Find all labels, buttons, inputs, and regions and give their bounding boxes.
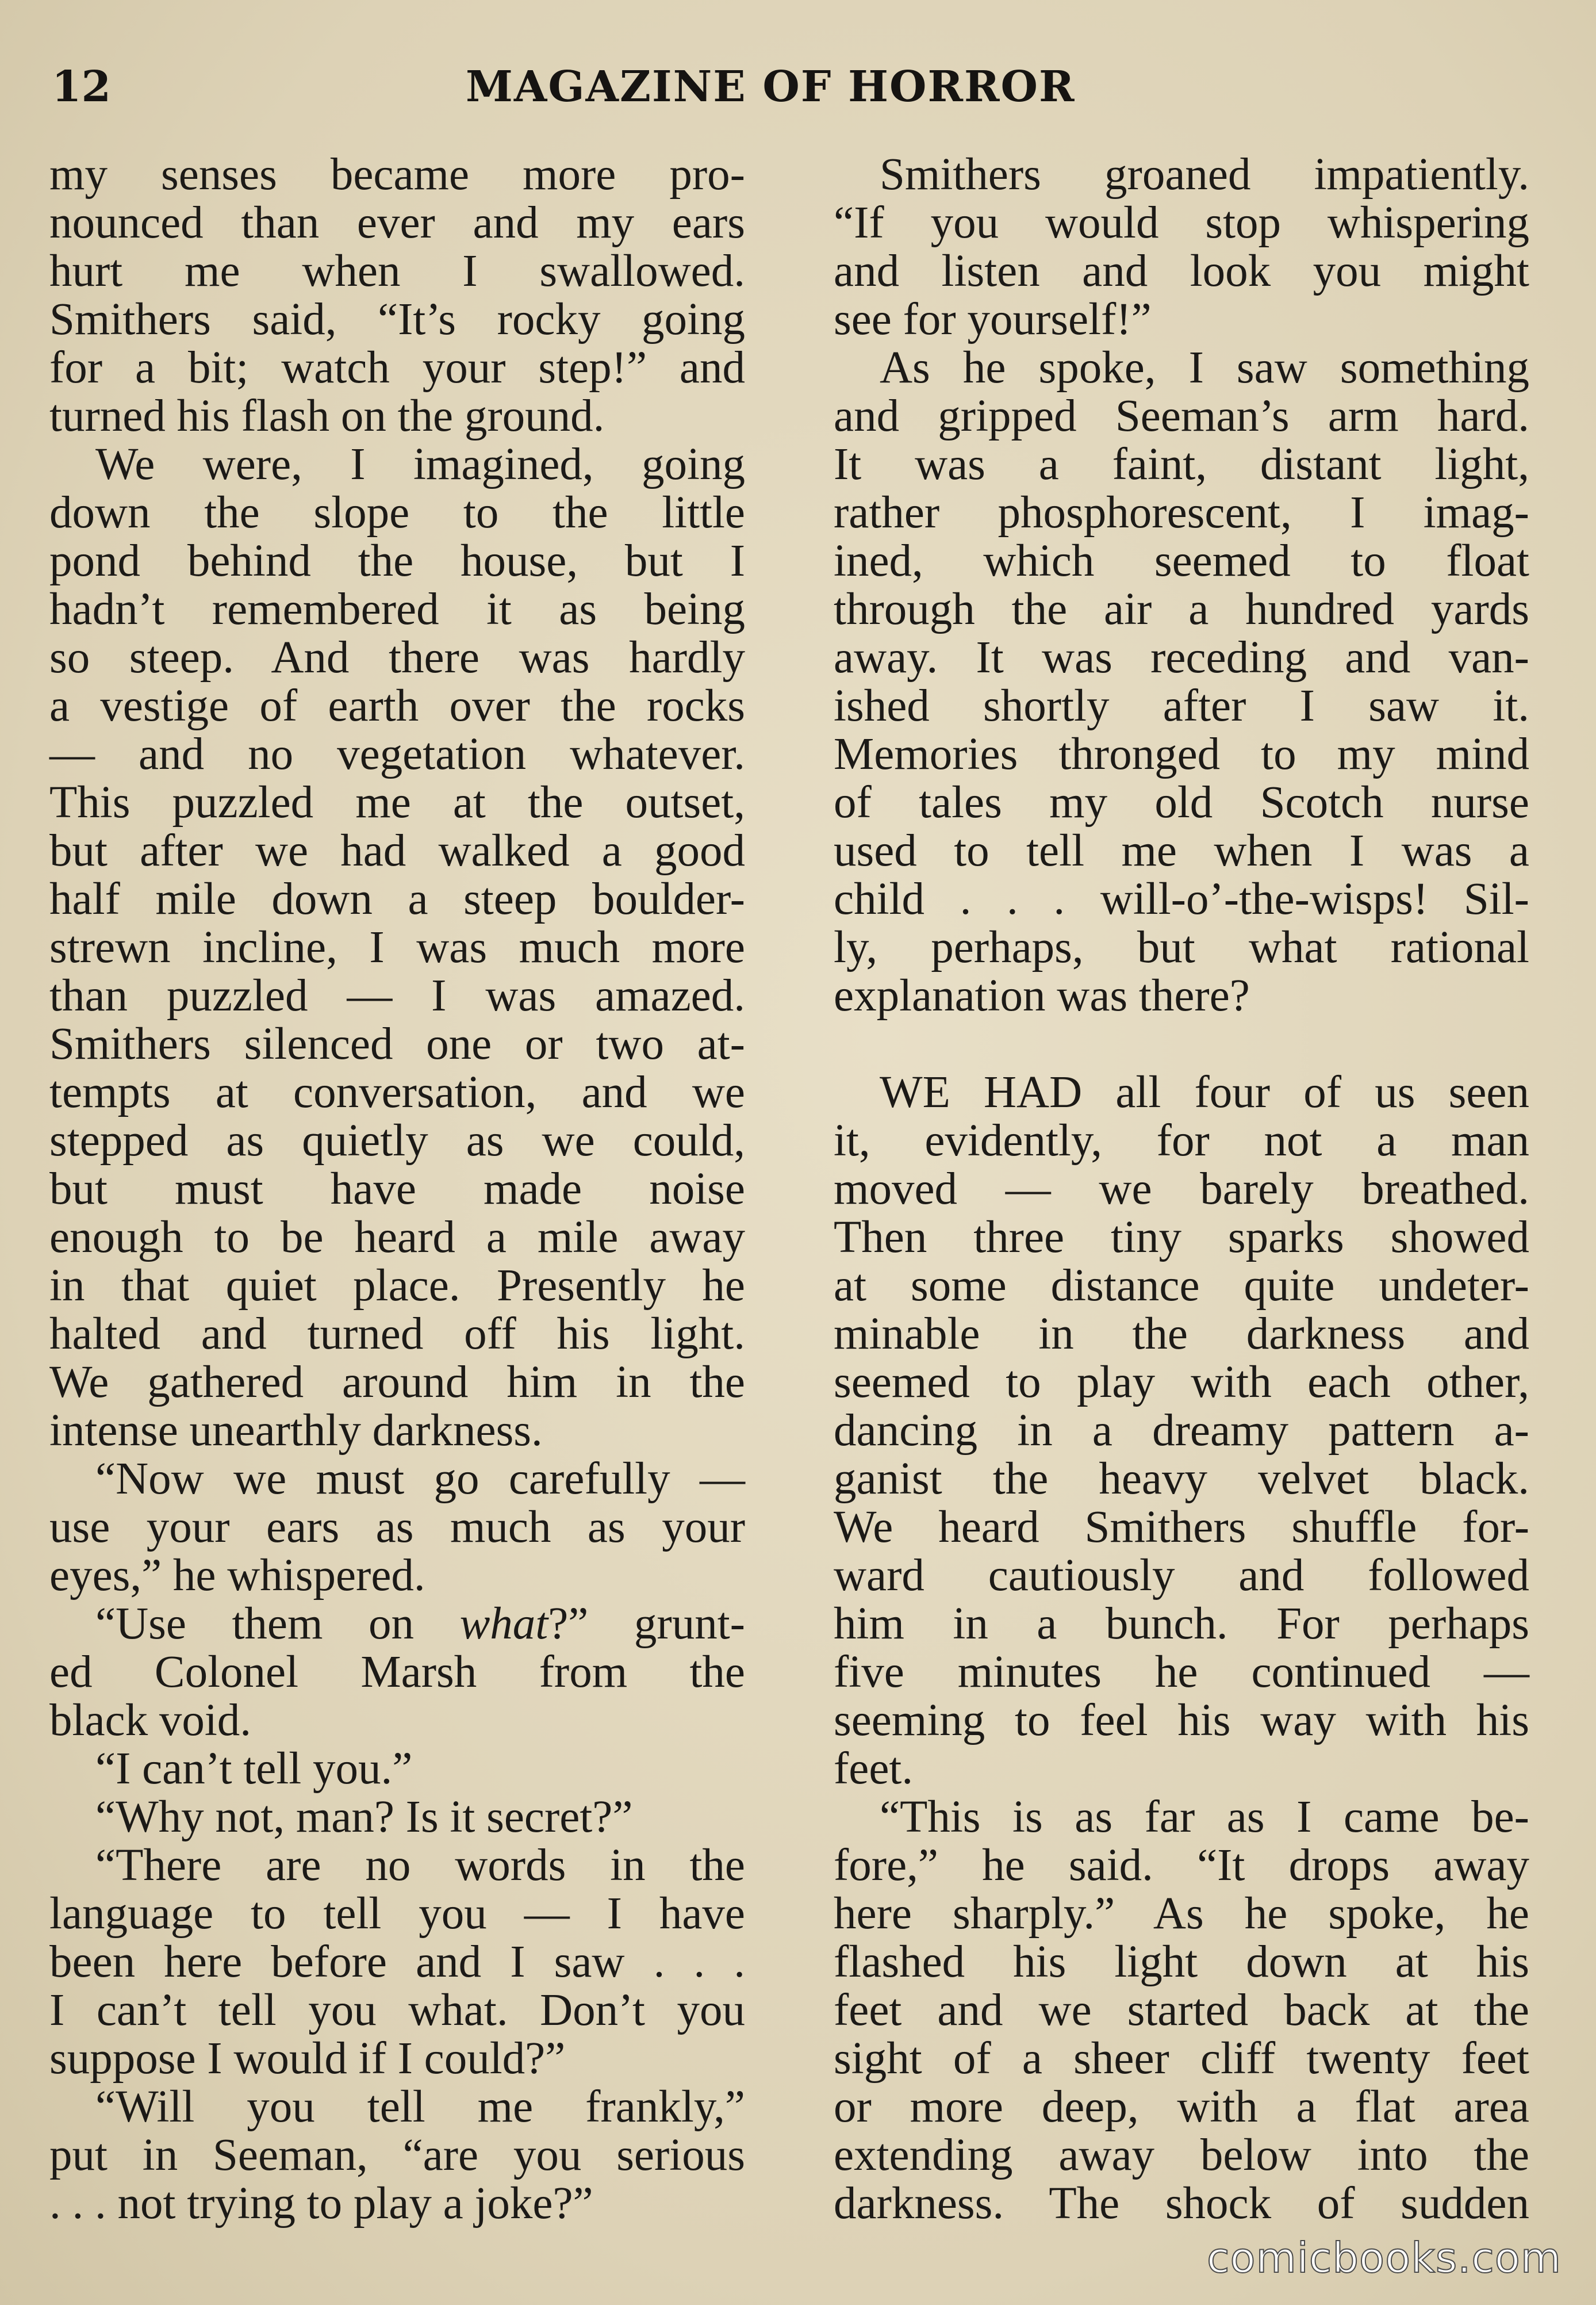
text-line: — and no vegetation whatever.	[49, 729, 745, 779]
text-line: We gathered around him in the	[49, 1357, 745, 1407]
text-line: through the air a hundred yards	[834, 584, 1529, 634]
text-line: seemed to play with each other,	[834, 1357, 1529, 1407]
text-line: ganist the heavy velvet black.	[834, 1454, 1529, 1504]
text-line: “This is as far as I came be-	[880, 1792, 1529, 1842]
text-line: eyes,” he whispered.	[49, 1550, 425, 1601]
left-text-column	[49, 151, 745, 2228]
text-line: We were, I imagined, going	[95, 439, 745, 489]
right-text-column	[834, 151, 1529, 2228]
page-number: 12	[52, 62, 111, 112]
text-line: Smithers silenced one or two at-	[49, 1019, 745, 1069]
running-head: MAGAZINE OF HORROR	[466, 62, 1076, 112]
text-line: ly, perhaps, but what rational	[834, 922, 1529, 972]
text-line: feet.	[834, 1744, 914, 1794]
text-line: seeming to feel his way with his	[834, 1695, 1529, 1745]
text-line: for a bit; watch your step!” and	[49, 343, 745, 393]
text-line: dancing in a dreamy pattern a-	[834, 1406, 1529, 1456]
text-line: so steep. And there was hardly	[49, 633, 745, 683]
text-line: than puzzled — I was amazed.	[49, 971, 745, 1021]
text-line: “Will you tell me frankly,”	[95, 2082, 745, 2132]
text-line: “Why not, man? Is it secret?”	[95, 1792, 633, 1842]
text-line: Smithers groaned impatiently.	[880, 150, 1529, 200]
text-line: child . . . will-o’-the-wisps! Sil-	[834, 874, 1529, 924]
text-line: “I can’t tell you.”	[95, 1744, 413, 1794]
text-line: a vestige of earth over the rocks	[49, 681, 745, 731]
text-line: in that quiet place. Presently he	[49, 1261, 745, 1311]
text-line: stepped as quietly as we could,	[49, 1116, 745, 1166]
text-line: it, evidently, for not a man	[834, 1116, 1529, 1166]
text-line: used to tell me when I was a	[834, 826, 1529, 876]
text-line: away. It was receding and van-	[834, 633, 1529, 683]
text-line: pond behind the house, but I	[49, 536, 745, 586]
text-line: ward cautiously and followed	[834, 1550, 1529, 1601]
text-line: . . . not trying to play a joke?”	[49, 2178, 593, 2229]
text-line: see for yourself!”	[834, 294, 1152, 344]
text-line: “Use them on what?” grunt-	[95, 1599, 745, 1649]
text-line: enough to be heard a mile away	[49, 1212, 745, 1262]
text-line: Smithers said, “It’s rocky going	[49, 294, 745, 344]
page-header	[52, 55, 1547, 118]
text-line: minable in the darkness and	[834, 1309, 1529, 1359]
text-line: and gripped Seeman’s arm hard.	[834, 391, 1529, 441]
text-line: put in Seeman, “are you serious	[49, 2130, 745, 2180]
text-line: suppose I would if I could?”	[49, 2034, 566, 2084]
text-line: flashed his light down at his	[834, 1937, 1529, 1987]
text-line: ed Colonel Marsh from the	[49, 1647, 745, 1697]
text-line: halted and turned off his light.	[49, 1309, 745, 1359]
text-line: “Now we must go carefully —	[95, 1454, 745, 1504]
source-watermark: comicbooks.com	[1206, 2234, 1562, 2282]
text-line: intense unearthly darkness.	[49, 1406, 543, 1456]
text-line: hurt me when I swallowed.	[49, 246, 745, 296]
text-line: here sharply.” As he spoke, he	[834, 1889, 1529, 1939]
text-line: been here before and I saw . . .	[49, 1937, 745, 1987]
text-line: of tales my old Scotch nurse	[834, 778, 1529, 828]
text-line: This puzzled me at the outset,	[49, 778, 745, 828]
text-line: black void.	[49, 1695, 252, 1745]
text-line: As he spoke, I saw something	[880, 343, 1529, 393]
text-line: but after we had walked a good	[49, 826, 745, 876]
text-line: or more deep, with a flat area	[834, 2082, 1529, 2132]
text-line: rather phosphorescent, I imag-	[834, 488, 1529, 538]
text-line: Memories thronged to my mind	[834, 729, 1529, 779]
paragraph-break	[834, 1020, 1529, 1069]
text-line: nounced than ever and my ears	[49, 198, 745, 248]
text-line: down the slope to the little	[49, 488, 745, 538]
text-line: him in a bunch. For perhaps	[834, 1599, 1529, 1649]
text-line: half mile down a steep boulder-	[49, 874, 745, 924]
text-line: language to tell you — I have	[49, 1889, 745, 1939]
text-line: moved — we barely breathed.	[834, 1164, 1529, 1214]
text-line: ined, which seemed to float	[834, 536, 1529, 586]
text-line: but must have made noise	[49, 1164, 745, 1214]
text-line: and listen and look you might	[834, 246, 1529, 296]
text-line: fore,” he said. “It drops away	[834, 1840, 1529, 1890]
text-line: five minutes he continued —	[834, 1647, 1529, 1697]
text-line: tempts at conversation, and we	[49, 1067, 745, 1117]
text-line: feet and we started back at the	[834, 1985, 1529, 2035]
text-line: “If you would stop whispering	[834, 198, 1529, 248]
text-line: I can’t tell you what. Don’t you	[49, 1985, 745, 2035]
text-line: use your ears as much as your	[49, 1502, 745, 1552]
text-line: We heard Smithers shuffle for-	[834, 1502, 1529, 1552]
text-line: darkness. The shock of sudden	[834, 2178, 1529, 2229]
text-line: WE HAD all four of us seen	[880, 1067, 1529, 1117]
text-line: my senses became more pro-	[49, 150, 745, 200]
text-line: “There are no words in the	[95, 1840, 745, 1890]
text-line: hadn’t remembered it as being	[49, 584, 745, 634]
text-line: sight of a sheer cliff twenty feet	[834, 2034, 1529, 2084]
text-line: at some distance quite undeter-	[834, 1261, 1529, 1311]
text-line: ished shortly after I saw it.	[834, 681, 1529, 731]
text-line: extending away below into the	[834, 2130, 1529, 2180]
text-line: It was a faint, distant light,	[834, 439, 1529, 489]
text-line: strewn incline, I was much more	[49, 922, 745, 972]
emphasis: what	[459, 1599, 548, 1649]
text-line: explanation was there?	[834, 971, 1250, 1021]
text-line: turned his flash on the ground.	[49, 391, 605, 441]
text-line: Then three tiny sparks showed	[834, 1212, 1529, 1262]
